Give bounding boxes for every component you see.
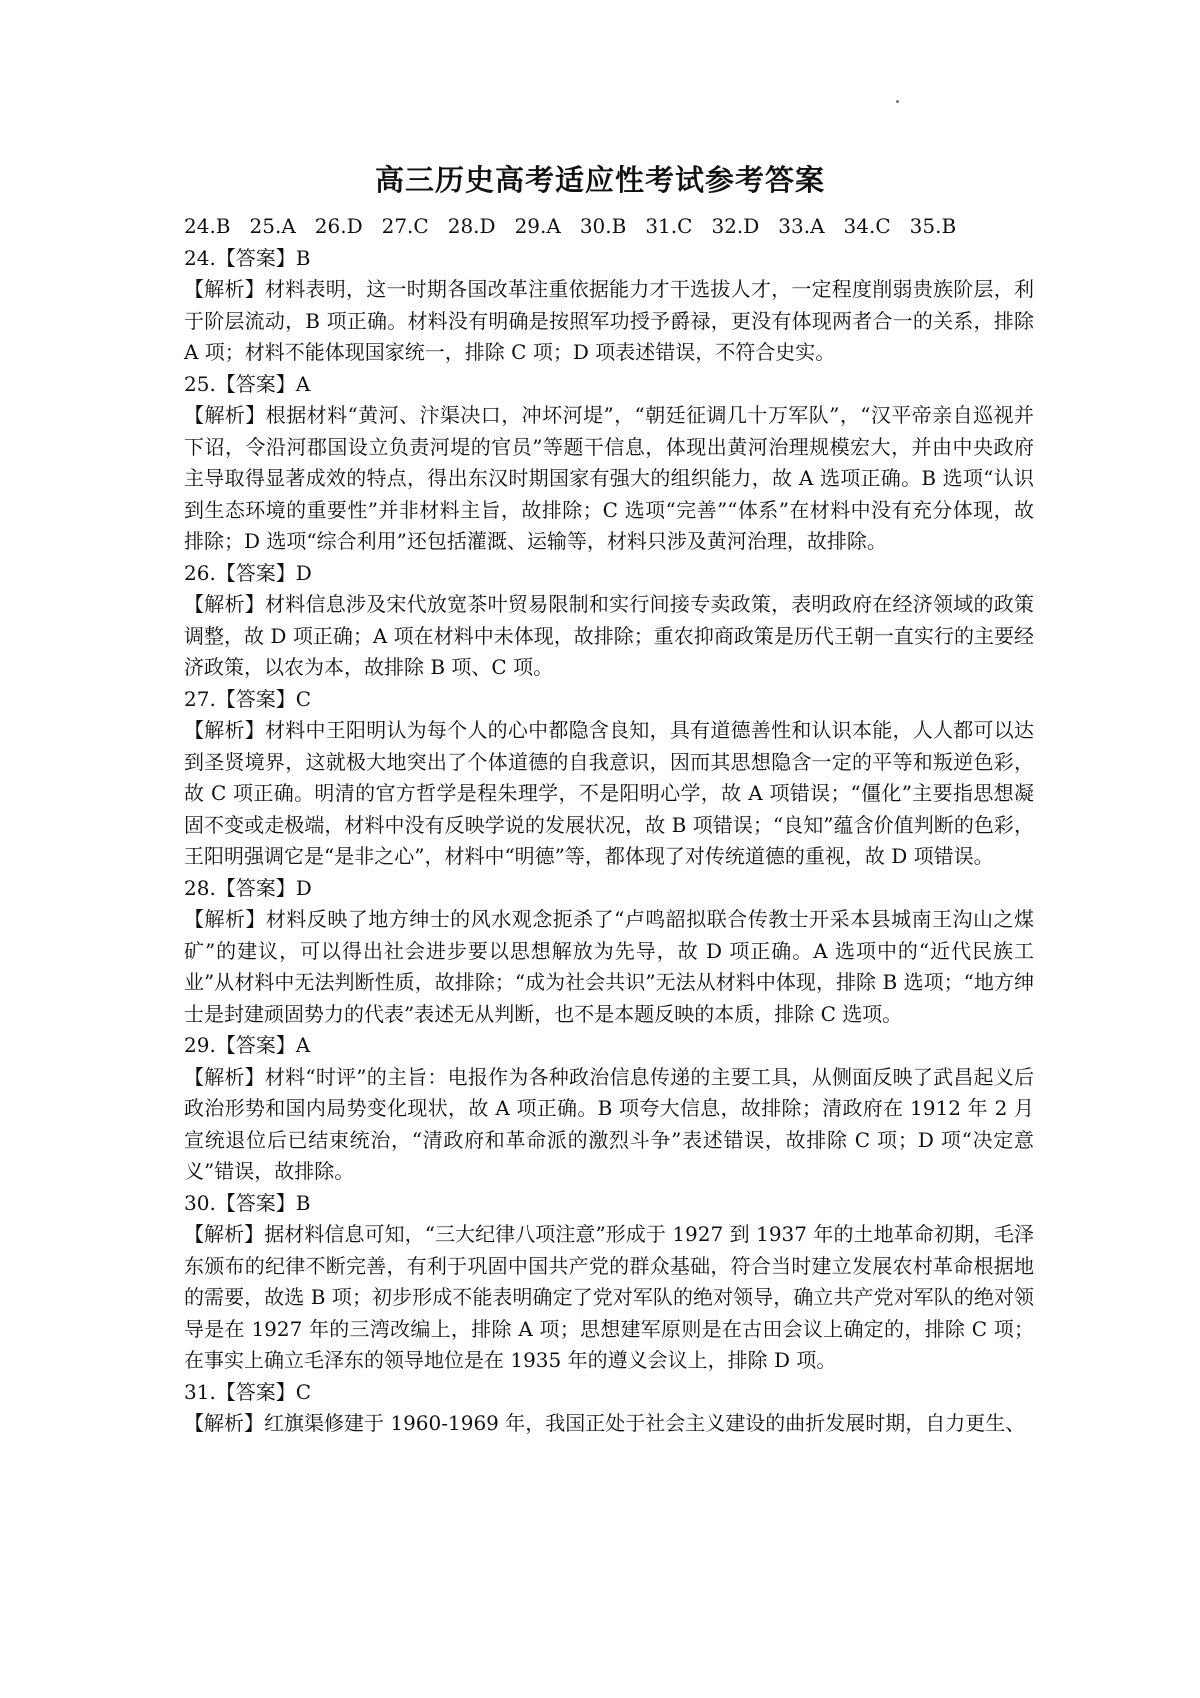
answer-key-list — [184, 211, 1034, 243]
answer-content — [184, 211, 1034, 1440]
q29-analysis: 【解析】材料“时评”的主旨：电报作为各种政治信息传递的主要工具，从侧面反映了武昌起义后政治形势和国内局势变化现状，故 A 项正确。B 项夸大信息，故排除；清政府在 1912 年 2 月宣统退位后已结束统治，“清政府和革命派的激烈斗争”表述错误，故排除 C 项；D 项“决定意义”错误，故排除。 — [184, 1064, 1034, 1183]
answer-key-item: 35.B — [909, 214, 957, 238]
q27-analysis: 【解析】材料中王阳明认为每个人的心中都隐含良知，具有道德善性和认识本能，人人都可以达到圣贤境界，这就极大地突出了个体道德的自我意识，因而其思想隐含一定的平等和叛逆色彩，故 C 项正确。明清的官方哲学是程朱理学，不是阳明心学，故 A 项错误；“僵化”主要指思想凝固不变或走极端，材料中没有反映学说的发展状况，故 B 项错误；“良知”蕴含价值判断的色彩，王阳明强调它是“是非之心”，材料中“明德”等，都体现了对传统道德的重视，故 D 项错误。 — [184, 718, 1034, 868]
scan-speck — [896, 100, 899, 103]
q25-answer: 25.【答案】A — [184, 371, 311, 396]
answer-key-item: 24.B — [184, 214, 231, 238]
answer-key-item: 31.C — [645, 214, 693, 238]
q24-analysis: 【解析】材料表明，这一时期各国改革注重依据能力才干选拔人才，一定程度削弱贵族阶层，利于阶层流动，B 项正确。材料没有明确是按照军功授予爵禄，更没有体现两者合一的关系，排除 A 项；材料不能体现国家统一，排除 C 项；D 项表述错误，不符合史实。 — [184, 277, 1034, 364]
q27-answer: 27.【答案】C — [184, 686, 312, 711]
answer-key-item: 32.D — [711, 214, 760, 238]
answer-key-item: 27.C — [381, 214, 429, 238]
answer-key-item: 29.A — [514, 214, 561, 238]
q30-analysis: 【解析】据材料信息可知，“三大纪律八项注意”形成于 1927 到 1937 年的土地革命初期，毛泽东颁布的纪律不断完善，有利于巩固中国共产党的群众基础，符合当时建立发展农村革命根据地的需要，故选 B 项；初步形成不能表明确定了党对军队的绝对领导，确立共产党对军队的绝对领导是在 1927 年的三湾改编上，排除 A 项；思想建军原则是在古田会议上确定的，排除 C 项；在事实上确立毛泽东的领导地位是在 1935 年的遵义会议上，排除 D 项。 — [184, 1222, 1034, 1372]
q30-answer: 30.【答案】B — [184, 1190, 311, 1215]
answer-key-item: 34.C — [843, 214, 891, 238]
q28-answer: 28.【答案】D — [184, 875, 312, 900]
q25-analysis: 【解析】根据材料“黄河、汴渠决口，冲坏河堤”，“朝廷征调几十万军队”，“汉平帝亲自巡视并下诏，令沿河郡国设立负责河堤的官员”等题干信息，体现出黄河治理规模宏大，并由中央政府主导取得显著成效的特点，得出东汉时期国家有强大的组织能力，故 A 选项正确。B 选项“认识到生态环境的重要性”并非材料主旨，故排除；C 选项“完善”“体系”在材料中没有充分体现，故排除；D 选项“综合利用”还包括灌溉、运输等，材料只涉及黄河治理，故排除。 — [184, 403, 1034, 553]
answer-key-item: 33.A — [778, 214, 825, 238]
q28-analysis: 【解析】材料反映了地方绅士的风水观念扼杀了“卢鸣韶拟联合传教士开采本县城南王沟山之煤矿”的建议，可以得出社会进步要以思想解放为先导，故 D 项正确。A 选项中的“近代民族工业”从材料中无法判断性质，故排除；“成为社会共识”无法从材料中体现，排除 B 选项；“地方绅士是封建顽固势力的代表”表述无从判断，也不是本题反映的本质，排除 C 选项。 — [184, 907, 1034, 1026]
q26-analysis: 【解析】材料信息涉及宋代放宽茶叶贸易限制和实行间接专卖政策，表明政府在经济领域的政策调整，故 D 项正确；A 项在材料中未体现，故排除；重农抑商政策是历代王朝一直实行的主要经济政策，以农为本，故排除 B 项、C 项。 — [184, 592, 1034, 679]
q29-answer: 29.【答案】A — [184, 1033, 311, 1057]
answer-key-item: 30.B — [579, 214, 627, 238]
q26-answer: 26.【答案】D — [184, 560, 312, 585]
q31-analysis: 【解析】红旗渠修建于 1960-1969 年，我国正处于社会主义建设的曲折发展时期，自力更生、 — [184, 1411, 1026, 1435]
answer-key-item: 25.A — [249, 214, 296, 238]
document-title: 高三历史高考适应性考试参考答案 — [374, 163, 825, 197]
q24-answer: 24.【答案】B — [184, 245, 311, 270]
q31-answer: 31.【答案】C — [184, 1379, 312, 1404]
answer-key-item: 26.D — [314, 214, 363, 238]
answer-key-item: 28.D — [447, 214, 496, 238]
